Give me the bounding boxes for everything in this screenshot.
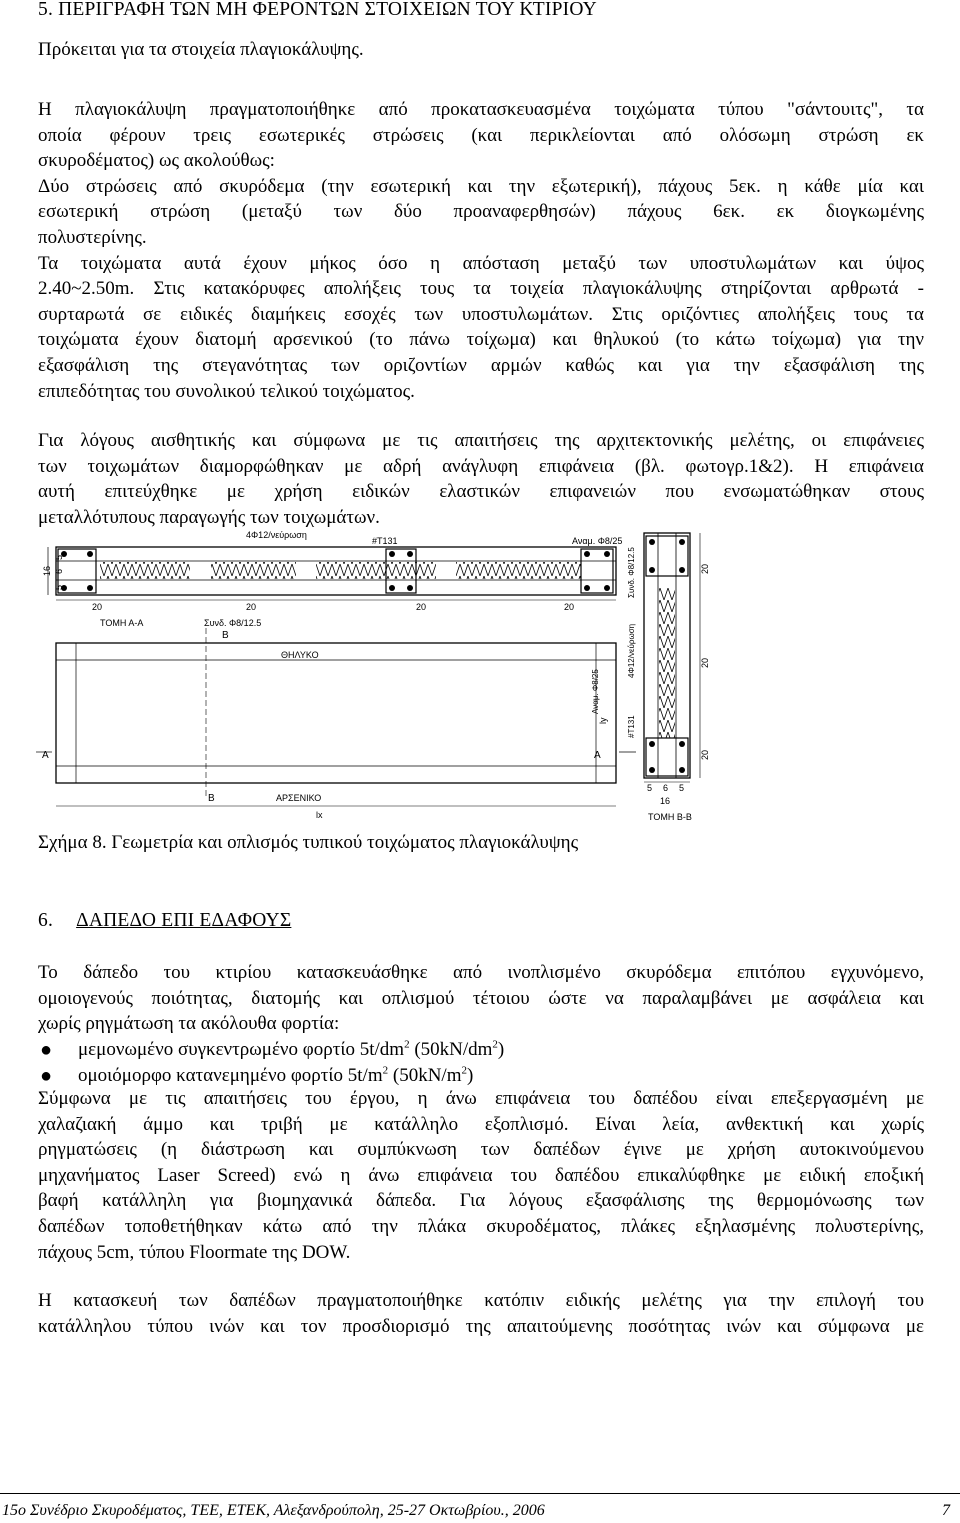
text-line: χαλαζιακή άμμο και τριβή με κατάλληλο εξοπλισμό. Είναι λεία, ανθεκτική και χωρίς bbox=[38, 1113, 924, 1135]
list-item-text: (50kN/dm bbox=[409, 1039, 493, 1060]
section-6-paragraph-1 bbox=[38, 960, 924, 1037]
bullet-icon: ● bbox=[40, 1065, 53, 1087]
dim-20-label: 20 bbox=[700, 657, 710, 668]
footer-rule bbox=[0, 1493, 960, 1494]
dim-6-label: 6 bbox=[663, 783, 669, 793]
section-6-paragraph-3 bbox=[38, 1288, 924, 1339]
section-5-paragraph-1 bbox=[38, 97, 924, 404]
text-line: Η πλαγιοκάλυψη πραγματοποιήθηκε από προκατασκευασμένα τοιχώματα τύπου "σάντουιτς", τα bbox=[38, 99, 924, 120]
dim-5-label: 5 bbox=[54, 554, 64, 560]
top-rebar-label: 4Φ12/νεύρωση bbox=[246, 530, 307, 540]
load-list bbox=[38, 1037, 924, 1089]
dim-5-label: 5 bbox=[647, 783, 653, 793]
male-label: ΑΡΣΕΝΙΚΟ bbox=[276, 793, 322, 803]
page-number: 7 bbox=[942, 1502, 950, 1519]
text-line: πάχους 5cm, τύπου Floormate της DOW. bbox=[38, 1241, 351, 1263]
text-line: των τοιχωμάτων διαμορφώθηκαν με αδρή ανάγλυφη επιφάνεια (βλ. φωτογρ.1&2). Η επιφάνεια bbox=[38, 455, 924, 477]
text-line: ρηγματώσεις (η διάστρωση και συμπύκνωση των δαπέδων έγινε με χρήση αυτοκινούμενου bbox=[38, 1139, 924, 1161]
section-5-heading: 5. ΠΕΡΙΓΡΑΦΗ ΤΩΝ ΜΗ ΦΕΡΟΝΤΩΝ ΣΤΟΙΧΕΙΩΝ ΤΟΥ ΚΤΙΡΙΟΥ bbox=[38, 0, 597, 20]
list-item-text: ομοιόμορφο κατανεμημένο φορτίο 5t/m bbox=[78, 1065, 383, 1086]
footer-conference: 15ο Συνέδριο Σκυροδέματος, ΤΕΕ, ΕΤΕΚ, Αλεξανδρούπολη, 25-27 Οκτωβρίου., 2006 bbox=[2, 1502, 545, 1519]
section-aa-label: ΤΟΜΗ Α-Α bbox=[100, 618, 144, 628]
text-line: ομοιογενούς ποιότητας, διατομής και οπλισμού τέτοιου ώστε να παραλαμβάνει με ασφάλεια και bbox=[38, 987, 924, 1009]
wall-elevation bbox=[36, 628, 636, 820]
lx-label: lx bbox=[316, 810, 323, 820]
text-line: συρταρωτά σε ειδικές διαμήκεις εσοχές των υποστυλωμάτων. Στις οριζόντιες απολήξεις τους τα bbox=[38, 303, 924, 325]
dim-6-label: 6 bbox=[54, 568, 64, 574]
text-line: χωρίς ρηγμάτωση τα ακόλουθα φορτία: bbox=[38, 1013, 340, 1035]
section-6-heading bbox=[38, 910, 291, 932]
list-item-text: (50kN/m bbox=[388, 1065, 462, 1086]
list-item bbox=[38, 1037, 924, 1063]
mesh-right-label: #Τ131 bbox=[627, 715, 636, 738]
section-5-intro: Πρόκειται για τα στοιχεία πλαγιοκάλυψης. bbox=[38, 39, 364, 60]
text-line: Για λόγους αισθητικής και σύμφωνα με τις απαιτήσεις της αρχιτεκτονικής μελέτης, οι επιφάνειες bbox=[38, 430, 924, 451]
dim-5-label: 5 bbox=[679, 783, 685, 793]
page-footer bbox=[0, 1484, 960, 1523]
bullet-icon: ● bbox=[40, 1039, 53, 1061]
section-6-paragraph-2 bbox=[38, 1086, 924, 1265]
dim-20-label: 20 bbox=[564, 602, 575, 612]
list-item-text: ) bbox=[497, 1039, 505, 1060]
text-line: οποία φέρουν τρεις εσωτερικές στρώσεις (και περικλείονται από ολόσωμη στρώση εκ bbox=[38, 124, 924, 146]
superscript: 2 bbox=[461, 1064, 467, 1077]
synd-left-label: Συνδ. Φ8/12.5 bbox=[204, 618, 262, 628]
text-line: εσωτερική στρώση (μεταξύ των δύο προαναφερθησών) πάχους 6εκ. εκ διογκωμένης bbox=[38, 201, 924, 223]
section-b-b bbox=[627, 533, 710, 822]
superscript: 2 bbox=[382, 1064, 389, 1077]
dim-20-label: 20 bbox=[246, 602, 257, 612]
text-line: Σύμφωνα με τις απαιτήσεις του έργου, η άνω επιφάνεια του δαπέδου είναι επεξεργασμένη με bbox=[38, 1088, 924, 1109]
text-line: Δύο στρώσεις από σκυρόδεμα (την εσωτερική και την εξωτερική), πάχους 5εκ. η κάθε μία και bbox=[38, 175, 924, 197]
synd-right-label: Συνδ. Φ8/12.5 bbox=[627, 547, 636, 598]
anam-mid-label: Αναμ. Φ8/25 bbox=[591, 669, 600, 714]
text-line: κατάλληλου τύπου ινών και τον προσδιορισμό της απαιτούμενης ποσότητας ινών και σύμφωνα με bbox=[38, 1315, 924, 1337]
text-line: τοιχώματα έχουν διατομή αρσενικού (το πάνω τοίχωμα) και θηλυκού (το κάτω τοίχωμα) για την bbox=[38, 329, 924, 351]
rebar-right-label: 4Φ12/νεύρωση bbox=[627, 623, 636, 678]
section-6-title: ΔΑΠΕΔΟ ΕΠΙ ΕΔΑΦΟΥΣ bbox=[76, 910, 292, 931]
text-line: μεταλλότυπους παραγωγής των τοιχωμάτων. bbox=[38, 506, 380, 528]
anam-top-label: Αναμ. Φ8/25 bbox=[572, 536, 623, 546]
text-line: μηχανήματος Laser Screed) ενώ η άνω επιφάνεια του δαπέδου επικαλύφθηκε με ειδική εποξική bbox=[38, 1164, 924, 1186]
section-5-paragraph-2 bbox=[38, 428, 924, 530]
point-a-label: A bbox=[42, 750, 49, 761]
female-label: ΘΗΛΥΚΟ bbox=[281, 650, 319, 660]
text-line: Το δάπεδο του κτιρίου κατασκευάσθηκε από ινοπλισμένο σκυρόδεμα επιτόπου εγχυνόμενο, bbox=[38, 962, 924, 983]
section-6-number: 6. bbox=[38, 910, 54, 931]
point-b-label: B bbox=[222, 630, 229, 641]
dim-20-label: 20 bbox=[92, 602, 103, 612]
point-b-label: B bbox=[208, 793, 215, 804]
ly-label: ly bbox=[598, 717, 608, 724]
wall-panel-drawing bbox=[36, 528, 726, 828]
text-line: πολυστερίνης. bbox=[38, 226, 147, 248]
text-line: επιπεδότητας του συνολικού τελικού τοιχώματος. bbox=[38, 380, 415, 402]
figure-caption: Σχήμα 8. Γεωμετρία και οπλισμός τυπικού τοιχώματος πλαγιοκάλυψης bbox=[38, 832, 579, 853]
dim-20-label: 20 bbox=[700, 563, 710, 574]
section-a-a-strip bbox=[42, 530, 622, 641]
dim-20-label: 20 bbox=[700, 749, 710, 760]
dim-20-label: 20 bbox=[416, 602, 427, 612]
dim-16-label: 16 bbox=[42, 565, 52, 576]
point-a-label: A bbox=[594, 750, 601, 761]
text-line: δαπέδων τοποθετήθηκαν κάτω από την πλάκα σκυροδέματος, πλάκες εξηλασμένης πολυστερίνης, bbox=[38, 1215, 924, 1237]
text-line: σκυροδέματος) ως ακολούθως: bbox=[38, 150, 275, 172]
list-item-text: μεμονωμένο συγκεντρωμένο φορτίο 5t/dm bbox=[78, 1039, 405, 1060]
text-line: Η κατασκευή των δαπέδων πραγματοποιήθηκε κατόπιν ειδικής μελέτης για την επιλογή του bbox=[38, 1290, 924, 1311]
text-line: 2.40~2.50m. Στις κατακόρυφες απολήξεις τους τα τοιχεία πλαγιοκάλυψης στηρίζονται αρθρωτά - bbox=[38, 278, 924, 300]
mesh-top-label: #Τ131 bbox=[372, 536, 398, 546]
dim-5-label: 5 bbox=[54, 584, 64, 590]
text-line: εξασφάλιση της στεγανότητας των οριζοντίων αρμών καθώς και για την εξασφάλιση της bbox=[38, 354, 924, 376]
text-line: αυτή επιτεύχθηκε με χρήση ειδικών ελαστικών επιφανειών που ενσωματώθηκαν στους bbox=[38, 481, 924, 503]
list-item-text: ) bbox=[466, 1065, 474, 1086]
superscript: 2 bbox=[404, 1038, 410, 1051]
dim-16-label: 16 bbox=[660, 796, 671, 806]
superscript: 2 bbox=[492, 1038, 498, 1051]
section-bb-label: ΤΟΜΗ Β-Β bbox=[648, 812, 692, 822]
text-line: Τα τοιχώματα αυτά έχουν μήκος όσο η απόσταση μεταξύ των υποστυλωμάτων και ύψος bbox=[38, 252, 924, 274]
text-line: βαφή κατάλληλη για βιομηχανικά δάπεδα. Για λόγους εξασφάλισης της θερμομόνωσης των bbox=[38, 1190, 924, 1212]
